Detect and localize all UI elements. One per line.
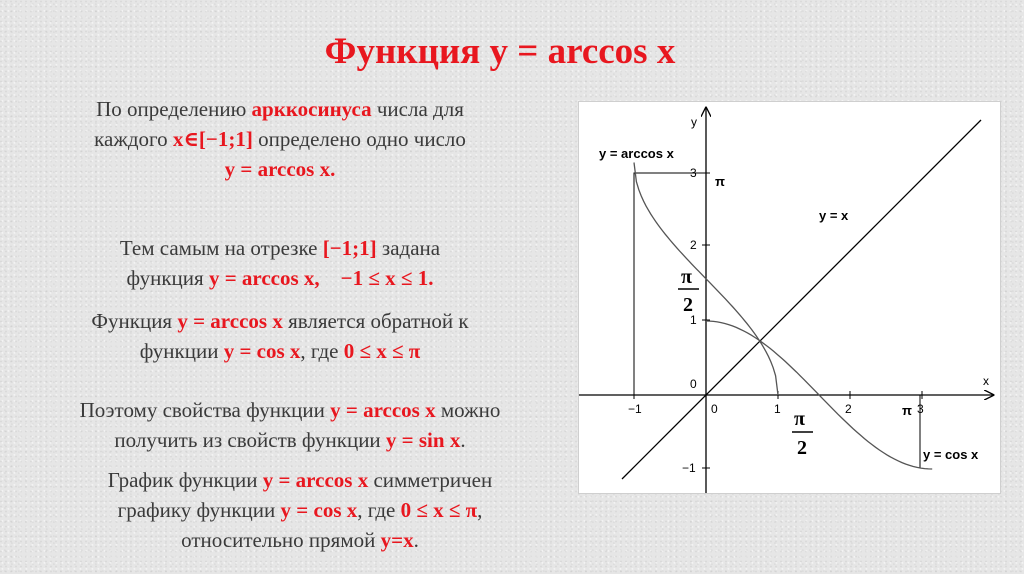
y-tick-label: 1 (690, 313, 697, 327)
pi-over-2-x-denominator: 2 (797, 437, 807, 459)
text: График функции (107, 468, 263, 492)
graph-canvas (579, 102, 1000, 493)
y-tick-label: 2 (690, 238, 697, 252)
pi-over-2-y-numerator: π (681, 266, 692, 288)
properties-paragraph (20, 395, 560, 455)
y-axis-label: y (691, 115, 697, 129)
highlight: y = sin x (385, 428, 461, 452)
text: можно (435, 398, 501, 422)
x-tick-label: 1 (774, 402, 781, 416)
highlight: 0 ≤ x ≤ π (400, 498, 478, 522)
x-tick-label: −1 (628, 402, 642, 416)
text: симметричен (368, 468, 493, 492)
text: определено одно число (252, 127, 466, 151)
text: графику функции (117, 498, 281, 522)
text: числа для (371, 97, 464, 121)
symmetry-paragraph (40, 465, 560, 555)
highlight: [−1;1] (322, 236, 377, 260)
x-tick-label: 3 (917, 402, 924, 416)
highlight: x∈[−1;1] (172, 127, 253, 151)
text: . (413, 528, 419, 552)
text: является обратной к (282, 309, 469, 333)
x-axis-label: x (983, 374, 989, 388)
highlight: y = arccos x (330, 398, 436, 422)
x-tick-label: 0 (711, 402, 718, 416)
text: каждого (94, 127, 173, 151)
text: относительно прямой (181, 528, 381, 552)
highlight: y = cos x (280, 498, 358, 522)
page-title: Функция y = arccos x (324, 31, 676, 72)
text: По определению (96, 97, 252, 121)
highlight: y = cos x (223, 339, 301, 363)
inverse-paragraph (40, 306, 520, 366)
text: , где (300, 339, 344, 363)
line-label: y = x (819, 208, 849, 223)
text: получить из свойств функции (114, 428, 386, 452)
text: , (477, 498, 483, 522)
pi-over-2-x-numerator: π (794, 408, 805, 430)
highlight: y = arccos x (262, 468, 369, 492)
highlight: арккосинуса (251, 97, 372, 121)
highlight: 0 ≤ x ≤ π (343, 339, 421, 363)
highlight: y=x (380, 528, 414, 552)
pi-over-2-y-denominator: 2 (683, 294, 693, 316)
definition-paragraph (40, 94, 520, 184)
text: Функция (91, 309, 178, 333)
text: задана (376, 236, 441, 260)
text: Поэтому свойства функции (79, 398, 331, 422)
cos-label: y = cos x (923, 447, 979, 462)
highlight: y = arccos x, −1 ≤ x ≤ 1. (208, 266, 434, 290)
text: . (460, 428, 466, 452)
highlight: y = arccos x. (224, 157, 336, 181)
pi-x-label: π (902, 403, 912, 418)
text: , где (357, 498, 401, 522)
text: функции (139, 339, 224, 363)
arccos-guide-lines (634, 173, 706, 395)
domain-paragraph (40, 233, 520, 293)
pi-y-label: π (715, 174, 725, 189)
y-tick-label: 3 (690, 166, 697, 180)
function-graph (578, 101, 1001, 494)
x-tick-label: 2 (845, 402, 852, 416)
arccos-label: y = arccos x (599, 146, 674, 161)
y-tick-label: −1 (682, 461, 696, 475)
highlight: y = arccos x (177, 309, 283, 333)
text: Тем самым на отрезке (119, 236, 323, 260)
origin-label: 0 (690, 377, 697, 391)
text: функция (126, 266, 209, 290)
